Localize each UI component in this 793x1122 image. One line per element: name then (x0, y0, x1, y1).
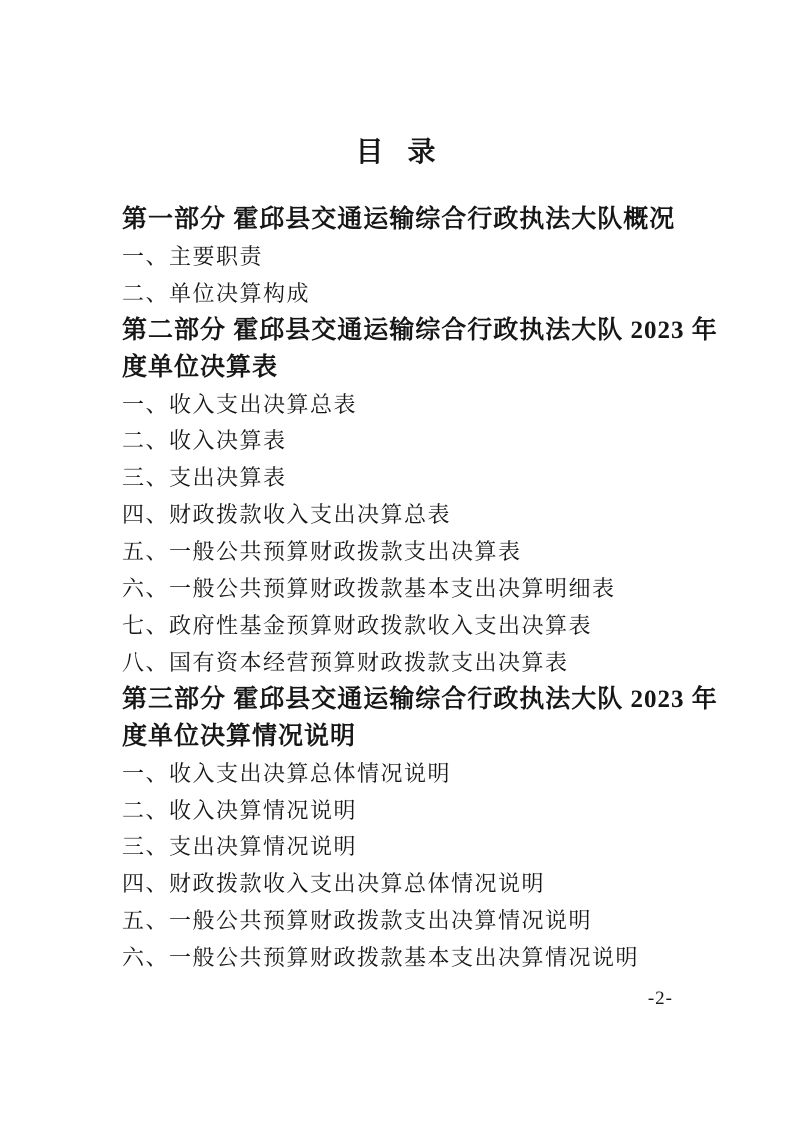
toc-item: 三、支出决算表 (122, 465, 287, 491)
toc-item: 二、单位决算构成 (122, 280, 311, 306)
toc-section-3-heading-line-1: 第三部分 霍邱县交通运输综合行政执法大队 2023 年 (122, 685, 718, 713)
toc-item: 二、收入决算情况说明 (122, 797, 358, 823)
toc-item: 五、一般公共预算财政拨款支出决算情况说明 (122, 908, 593, 934)
toc-section-2-heading-line-1: 第二部分 霍邱县交通运输综合行政执法大队 2023 年 (122, 316, 718, 344)
page-title: 目 录 (355, 137, 438, 168)
toc-item: 六、一般公共预算财政拨款基本支出决算明细表 (122, 576, 616, 602)
toc-item: 六、一般公共预算财政拨款基本支出决算情况说明 (122, 945, 640, 971)
toc-item: 三、支出决算情况说明 (122, 834, 358, 860)
table-of-contents (122, 202, 718, 977)
toc-item: 一、收入支出决算总表 (122, 391, 358, 417)
toc-section-2-heading-line-2: 度单位决算表 (122, 353, 279, 381)
toc-item: 一、主要职责 (122, 243, 264, 269)
toc-item: 八、国有资本经营预算财政拨款支出决算表 (122, 649, 569, 675)
toc-section-3-heading-line-2: 度单位决算情况说明 (122, 722, 357, 750)
page-number: -2- (647, 988, 673, 1010)
toc-item: 四、财政拨款收入支出决算总表 (122, 502, 452, 528)
toc-item: 五、一般公共预算财政拨款支出决算表 (122, 539, 522, 565)
toc-section-1-heading: 第一部分 霍邱县交通运输综合行政执法大队概况 (122, 206, 676, 233)
toc-item: 一、收入支出决算总体情况说明 (122, 760, 452, 786)
toc-item: 七、政府性基金预算财政拨款收入支出决算表 (122, 612, 593, 638)
toc-item: 二、收入决算表 (122, 428, 287, 454)
toc-item: 四、财政拨款收入支出决算总体情况说明 (122, 871, 546, 897)
